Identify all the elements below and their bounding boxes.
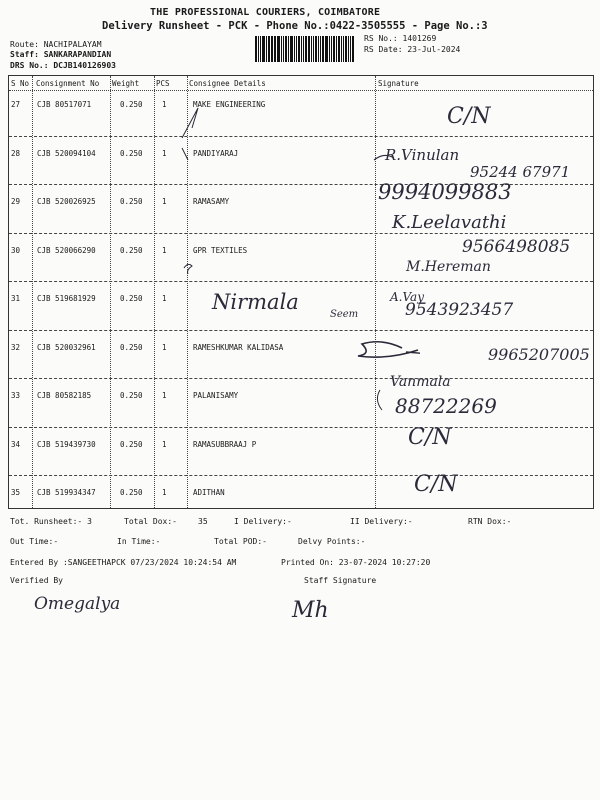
barcode-bar — [281, 36, 282, 62]
verified-by-label: Verified By — [10, 576, 63, 585]
barcode-bar — [315, 36, 317, 62]
barcode-bar — [329, 36, 330, 62]
signature-stroke — [377, 390, 382, 410]
entered-by: Entered By :SANGEETHAPCK 07/23/2024 10:24:54 AM — [10, 558, 237, 567]
cell-weight: 0.250 — [120, 342, 143, 352]
cell-pcs: 1 — [162, 100, 167, 109]
cell-weight: 0.250 — [120, 439, 143, 449]
route-value: NACHIPALAYAM — [43, 40, 102, 49]
cell-weight: 0.250 — [120, 148, 143, 158]
cell-weight: 0.250 — [120, 100, 143, 109]
cell-consignee: ADITHAN — [193, 488, 225, 497]
barcode-bar — [348, 36, 349, 62]
cell-consignment-no: CJB 519681929 — [37, 294, 96, 303]
signature-stroke — [374, 155, 394, 160]
cell-pcs: 1 — [162, 391, 167, 400]
handwriting-r35: C/N — [414, 472, 458, 497]
barcode-bar — [272, 36, 273, 62]
route-row — [10, 40, 102, 49]
handwriting-r29-number: 9994099883 — [378, 180, 512, 204]
handwriting-r33-name: Vanmala — [390, 374, 451, 390]
barcode-bar — [313, 36, 314, 62]
cell-sno: 28 — [11, 148, 21, 158]
handwriting-r30-number: 9566498085 — [462, 237, 571, 257]
cell-weight: 0.250 — [120, 245, 143, 255]
rs-date-label: RS Date: — [364, 45, 403, 54]
barcode-bar — [325, 36, 328, 62]
cell-consignment-no: CJB 520026925 — [37, 197, 96, 206]
header-divider — [9, 90, 593, 91]
cell-pcs: 1 — [162, 488, 167, 497]
cell-consignee: RAMESHKUMAR KALIDASA — [193, 342, 284, 352]
staff-signature-mark: Mh — [292, 598, 329, 623]
staff-value: SANKARAPANDIAN — [43, 50, 112, 59]
cell-sno: 32 — [11, 342, 21, 352]
cell-consignee: PANDIYARAJ — [193, 148, 239, 158]
staff-signature-label: Staff Signature — [304, 576, 377, 585]
total-dox-value: 35 — [198, 517, 208, 526]
printed-on: Printed On: 23-07-2024 10:27:20 — [281, 558, 431, 567]
rs-no-value: 1401269 — [402, 34, 437, 43]
column-divider — [154, 76, 155, 508]
col-header-sno: S No — [11, 79, 30, 88]
handwriting-r31-number: 9543923457 — [405, 300, 514, 320]
handwriting-r27: C/N — [447, 104, 491, 129]
barcode-bar — [320, 36, 321, 62]
barcode-bar — [303, 36, 304, 62]
col-header-weight: Weight — [112, 79, 140, 88]
cell-sno: 31 — [11, 294, 21, 303]
handwriting-r31-name: Nirmala — [212, 290, 299, 314]
handwriting-r30-extra: M.Hereman — [406, 259, 491, 275]
cell-consignee: GPR TEXTILES — [193, 245, 248, 255]
cell-pcs: 1 — [162, 197, 167, 206]
cell-weight: 0.250 — [120, 391, 143, 400]
barcode-bar — [274, 36, 276, 62]
cell-pcs: 1 — [162, 294, 167, 303]
cell-sno: 35 — [11, 488, 21, 497]
handwriting-r33-number: 88722269 — [395, 394, 497, 418]
signature-stroke — [184, 264, 192, 274]
barcode-bar — [331, 36, 332, 62]
cell-sno: 29 — [11, 197, 21, 206]
barcode-bar — [260, 36, 261, 62]
runsheet-title: Delivery Runsheet - PCK - Phone No.:0422-3505555 - Page No.:3 — [102, 20, 488, 32]
barcode-bar — [266, 36, 267, 62]
barcode-bar — [341, 36, 342, 62]
tot-runsheet: Tot. Runsheet:- 3 — [10, 517, 92, 526]
drs-value: DCJB140126903 — [53, 61, 116, 70]
col-header-signature: Signature — [378, 79, 419, 88]
barcode-bar — [333, 36, 335, 62]
barcode-image — [255, 36, 355, 62]
tick-mark — [182, 148, 188, 160]
barcode-bar — [345, 36, 347, 62]
in-time: In Time:- — [117, 537, 161, 546]
rtn-dox: RTN Dox:- — [468, 517, 512, 526]
drs-label: DRS No.: — [10, 61, 49, 70]
barcode-bar — [298, 36, 300, 62]
handwriting-r32-number: 9965207005 — [488, 345, 590, 364]
row-divider — [9, 427, 593, 428]
barcode-bar — [294, 36, 295, 62]
barcode-bar — [296, 36, 297, 62]
barcode-bar — [268, 36, 270, 62]
cell-consignment-no: CJB 520066290 — [37, 245, 96, 255]
rs-no-row — [364, 34, 436, 43]
barcode-bar — [305, 36, 308, 62]
staff-label: Staff: — [10, 50, 39, 59]
route-label: Route: — [10, 40, 39, 49]
barcode-bar — [277, 36, 280, 62]
cell-pcs: 1 — [162, 148, 167, 158]
cell-consignee: MAKE ENGINEERING — [193, 100, 266, 109]
cell-consignee: RAMASUBBRAAJ P — [193, 439, 257, 449]
barcode-bar — [258, 36, 259, 62]
signature-stroke — [406, 352, 420, 356]
drs-row — [10, 61, 116, 70]
col-header-consignment: Consignment No — [36, 79, 100, 88]
cell-sno: 27 — [11, 100, 21, 109]
cell-consignment-no: CJB 520094104 — [37, 148, 96, 158]
handwriting-r31-sub: Seem — [330, 309, 359, 320]
company-title: THE PROFESSIONAL COURIERS, COIMBATORE — [150, 7, 381, 18]
barcode-bar — [255, 36, 257, 62]
barcode-bar — [338, 36, 341, 62]
barcode-bar — [350, 36, 351, 62]
ii-delivery: II Delivery:- — [350, 517, 413, 526]
barcode-bar — [301, 36, 302, 62]
total-dox-label: Total Dox:- — [124, 517, 177, 526]
signature-strokes — [180, 100, 420, 420]
cell-consignment-no: CJB 80582185 — [37, 391, 92, 400]
barcode-bar — [271, 36, 272, 62]
column-divider — [32, 76, 33, 508]
scribble-signature — [358, 342, 418, 357]
barcode-bar — [343, 36, 344, 62]
handwriting-r30-name: K.Leelavathi — [392, 212, 507, 233]
verified-signature: Omegalya — [34, 594, 121, 614]
rs-date-row — [364, 45, 460, 54]
cell-weight: 0.250 — [120, 488, 143, 497]
col-header-pcs: PCS — [156, 79, 170, 88]
cell-sno: 30 — [11, 245, 21, 255]
barcode-bar — [311, 36, 312, 62]
handwriting-r28-name: R.Vinulan — [385, 146, 460, 164]
barcode-bar — [290, 36, 293, 62]
cell-consignment-no: CJB 80517071 — [37, 100, 92, 109]
handwriting-r28-number: 95244 67971 — [470, 163, 571, 181]
delvy-points: Delvy Points:- — [298, 537, 366, 546]
cell-sno: 33 — [11, 391, 21, 400]
barcode-bar — [322, 36, 324, 62]
tick-mark — [182, 108, 198, 138]
cell-pcs: 1 — [162, 439, 167, 449]
barcode-bar — [318, 36, 319, 62]
barcode-bar — [308, 36, 310, 62]
staff-row — [10, 50, 111, 59]
column-divider — [110, 76, 111, 508]
rs-date-value: 23-Jul-2024 — [407, 45, 461, 54]
col-header-consignee: Consignee Details — [189, 79, 266, 88]
handwriting-r34: C/N — [408, 425, 452, 450]
cell-weight: 0.250 — [120, 197, 143, 206]
cell-weight: 0.250 — [120, 294, 143, 303]
barcode-bar — [288, 36, 289, 62]
barcode-bar — [285, 36, 287, 62]
cell-consignment-no: CJB 519934347 — [37, 488, 96, 497]
cell-consignee: PALANISAMY — [193, 391, 239, 400]
cell-consignee: RAMASAMY — [193, 197, 230, 206]
barcode-bar — [283, 36, 284, 62]
handwriting-r31-sign: A.Vay — [390, 290, 424, 304]
barcode-bar — [336, 36, 337, 62]
total-pod: Total POD:- — [214, 537, 267, 546]
cell-pcs: 1 — [162, 245, 167, 255]
i-delivery: I Delivery:- — [234, 517, 292, 526]
row-divider — [9, 475, 593, 476]
cell-pcs: 1 — [162, 342, 167, 352]
barcode-bar — [352, 36, 354, 62]
cell-consignment-no: CJB 519439730 — [37, 439, 96, 449]
barcode-bar — [262, 36, 265, 62]
rs-no-label: RS No.: — [364, 34, 398, 43]
cell-sno: 34 — [11, 439, 21, 449]
cell-consignment-no: CJB 520032961 — [37, 342, 96, 352]
out-time: Out Time:- — [10, 537, 59, 546]
